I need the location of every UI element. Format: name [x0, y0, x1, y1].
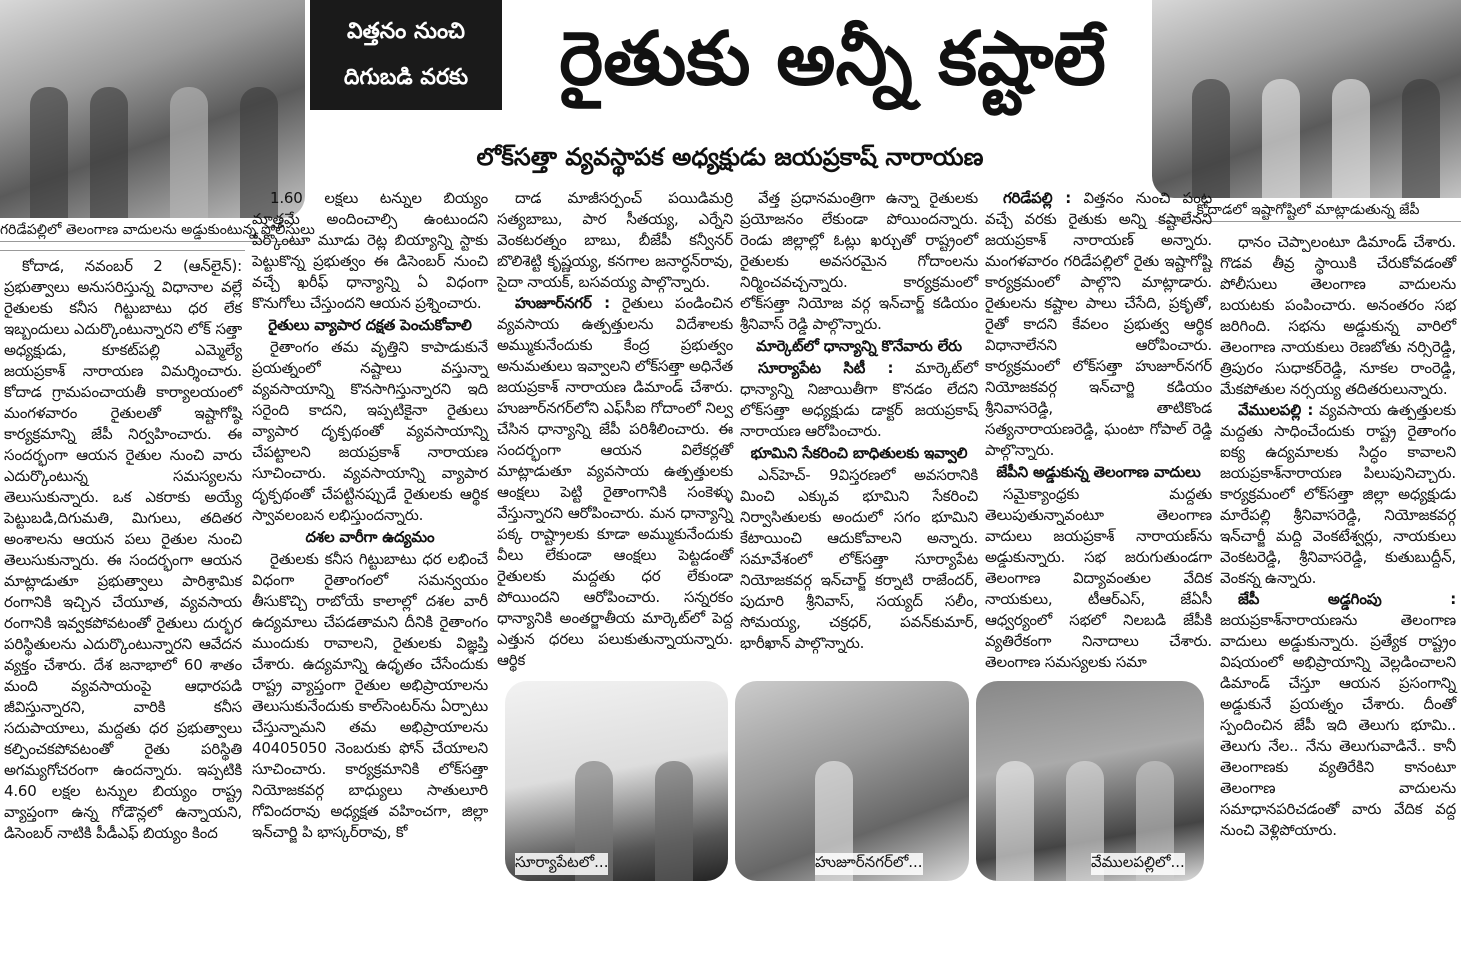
paragraph: వేత్త ప్రధానమంత్రిగా ఉన్నా రైతులకు ప్రయోజనం లేకుండా పోయిందన్నారు. రెండు జిల్లాల్లో ఓట్లు ఖర్చుతో రాష్ట్రంలో రైతులకు అవసరమైన గోదాంలను నిర్మించవచ్చన్నారు. కార్యక్రమంలో లోక్‌సత్తా నియోజ వర్గ ఇన్‌చార్జ్ కడియం శ్రీనివాస్ రెడ్డి పాల్గొన్నారు. — [740, 189, 978, 333]
paragraph-text: వ్యవసాయ ఉత్పత్తులకు మద్దతు సాధించేందుకు రాష్ట్ర రైతాంగం ఐక్య ఉద్యమాలకు సిద్ధం కావాలని జయప్రకాశ్‌నారాయణ పిలుపునిచ్చారు. కార్యక్రమంలో లోక్‌సత్తా జిల్లా అధ్యక్షుడు మారేపల్లి శ్రీనివాసరెడ్డి, నియోజకవర్గ ఇన్‌చార్జీ మద్ది వెంకటేశ్వర్లు, నాయకులు వెంకటరెడ్డి, శ్రీనివాసరెడ్డి, కుతుబుద్దీన్, వెంకన్న ఉన్నారు. — [1220, 401, 1457, 587]
section-heading: రైతులు వ్యాపార దక్షత పెంచుకోవాలి — [268, 316, 472, 334]
bottom-photos — [497, 681, 1212, 881]
paragraph: రైతాంగం తమ వృత్తిని కాపాడుకునే ప్రయత్నంలో నష్టాలు వస్తున్నా వ్యవసాయాన్ని కొనసాగిస్తున్నారని ఇది సరైంది కాదని, ఇప్పటికైనా రైతులు వ్యాపార దృక్పథంతో వ్యవసాయాన్ని చేపట్టాలని జయప్రకాశ్ నారాయణ సూచించారు. వ్యవసాయాన్ని వ్యాపార దృక్పథంతో చేపట్టినప్పుడే రైతులకు ఆర్థిక స్వావలంబన లభిస్తుందన్నారు. — [252, 338, 488, 524]
paragraph: రైతులకు కనీస గిట్టుబాటు ధర లభించే విధంగా రైతాంగంలో సమన్వయం తీసుకొచ్చి రాబోయే కాలాల్లో దశల వారీ ఉద్యమాలు చేపడతామని దీనికి రైతాంగం ముందుకు రావాలని, రైతులకు విజ్ఞప్తి చేశారు. ఉద్యమాన్ని ఉధృతం చేసేందుకు రాష్ట్ర వ్యాప్తంగా రైతుల అభిప్రాయాలను తెలుసుకునేందుకు కాల్‌సెంటర్‌ను ఏర్పాటు చేస్తున్నామని తమ అభిప్రాయాలను 40405050 నెంబరుకు ఫోన్ చేయాలని సూచించారు. కార్యక్రమానికి లోక్‌సత్తా నియోజకవర్గ బాధ్యులు సాతులూరి గోవిందరావు అధ్యక్షత వహించగా, జిల్లా ఇన్‌చార్జి పి భాస్కర్‌రావు, కో — [252, 550, 488, 841]
photo-police-garidepalli — [0, 0, 305, 218]
paragraph — [740, 358, 978, 442]
paragraph — [985, 188, 1212, 461]
paragraph: ఎన్‌హెచ్- 9విస్తరణలో అవసరానికి మించి ఎక్కువ భూమిని సేకరించి నిర్వాసితులకు అందులో సగం భూమిని కేటాయించి ఆదుకోవాలని అన్నారు. సమావేశంలో లోక్‌సత్తా సూర్యాపేట నియోజకవర్గ ఇన్‌చార్జ్ కర్నాటి రాజేందర్, పుదూరి శ్రీనివాస్, సయ్యద్ సలీం, సోమయ్య, చక్రధర్, పవన్‌కుమార్, భారీఖాన్ పాల్గొన్నారు. — [740, 466, 978, 652]
paragraph: 1.60 లక్షలు టన్నుల బియ్యం మాత్రమే అందించాల్సి ఉంటుందని పేర్కొంటూ మూడు రెట్ల బియ్యాన్ని స్టాకు పెట్టుకొన్న ప్రభుత్వం ఈ డిసెంబర్ నుంచి వచ్చే ఖరీఫ్ ధాన్యాన్ని ఏ విధంగా కొనుగోలు చేస్తుందని ఆయన ప్రశ్నించారు. — [252, 189, 488, 312]
photo-vemulapalli — [976, 681, 1204, 881]
paragraph-text: విత్తనం నుంచి పంట వచ్చే వరకు రైతుకు అన్ని కష్టాలేనని జయప్రకాశ్ నారాయణ్ అన్నారు. మంగళవారం గరిడేపల్లిలో రైతు ఇష్టాగోష్టి కార్యక్రమంలో పాల్గొని మాట్లాడారు. రైతులను కష్టాల పాలు చేసేది, ప్రకృతో, రైతో కాదని కేవలం ప్రభుత్వ ఆర్థిక విధానాలేనని ఆరోపించారు. కార్యక్రమంలో లోక్‌సత్తా హుజూర్‌నగర్ నియోజకవర్గ ఇన్‌చార్జి కడియం శ్రీనివాసరెడ్డి, తాటికొండ సత్యనారాయణరెడ్డి, ఘంటా గోపాల్ రెడ్డి పాల్గొన్నారు. — [985, 189, 1212, 459]
photo-caption-right: కోదాడలో ఇష్టాగోష్టిలో మాట్లాడుతున్న జేపీ — [1155, 202, 1461, 222]
paragraph-text: రైతులు పండించిన వ్యవసాయ ఉత్పత్తులను విదేశాలకు అమ్ముకునేందుకు కేంద్ర ప్రభుత్వం అనుమతులు ఇవ్వాలని లోక్‌సత్తా అధినేత జయప్రకాశ్ నారాయణ డిమాండ్ చేశారు. హుజూర్‌నగర్‌లోని ఎఫ్‌సీఐ గోదాంలో నిల్వ చేసిన ధాన్యాన్ని జేపీ పరిశీలించారు. ఈ సందర్భంగా ఆయన విలేకర్లతో మాట్లాడుతూ వ్యవసాయ ఉత్పత్తులకు ఆంక్షలు పెట్టి రైతాంగానికి సంకెళ్ళు వేస్తున్నారని ఆరోపించారు. మన ధాన్యాన్ని పక్క రాష్ట్రాలకు కూడా అమ్ముకునేందుకు వీలు లేకుండా ఆంక్షలు పెట్టడంతో రైతులకు మద్దతు ధర లేకుండా పోయిందని ఆరోపించారు. సన్నరకం ధాన్యానికి అంతర్జాతీయ మార్కెట్‌లో పెద్ద ఎత్తున ధరలు పలుకుతున్నాయన్నారు. ఆర్థిక — [497, 294, 733, 669]
photo-caption-huzurnagar: హుజూర్‌నగర్‌లో... — [815, 853, 923, 875]
dateline: వేములపల్లి : — [1238, 401, 1314, 419]
dateline: సూర్యాపేట సిటీ : — [758, 359, 894, 377]
article-column-6 — [1220, 232, 1456, 841]
photo-suryapet — [505, 681, 728, 881]
photo-jp-kodad — [1152, 0, 1461, 198]
dateline: హుజూర్‌నగర్ : — [515, 294, 610, 312]
paragraph: కోదాడ, నవంబర్ 2 (ఆన్‌లైన్): ప్రభుత్వాలు అనుసరిస్తున్న విధానాల వల్లే రైతులకు కనీస గిట్టుబాటు ధర లేక ఇబ్బందులు ఎదుర్కొంటున్నారని లోక్ సత్తా అధ్యక్షుడు, కూకట్‌పల్లి ఎమ్మెల్యే జయప్రకాశ్ నారాయణ విమర్శించారు. కోదాడ గ్రామపంచాయతీ కార్యాలయంలో మంగళవారం రైతులతో ఇష్టాగోష్ఠి కార్యక్రమాన్ని జేపీ నిర్వహించారు. ఈ సందర్భంగా ఆయన రైతుల నుంచి వారు ఎదుర్కొంటున్న సమస్యలను తెలుసుకున్నారు. ఒక ఎకరాకు అయ్యే పెట్టుబడి,దిగుమతి, మిగులు, తదితర అంశాలను ఆయన పలు రైతుల నుంచి తెలుసుకున్నారు. ఈ సందర్భంగా ఆయన మాట్లాడుతూ ప్రభుత్వాలు పారిశ్రామిక రంగానికి ఇచ్చిన చేయూత, వ్యవసాయ రంగానికి ఇవ్వకపోవటంతో రైతులు దుర్భర పరిస్థితులను ఎదుర్కొంటున్నారని ఆవేదన వ్యక్తం చేశారు. దేశ జనాభాలో 60 శాతం మంది వ్యవసాయంపై ఆధారపడి జీవిస్తున్నారని, వారికి కనీస సదుపాయాలు, మద్దతు ధర ప్రభుత్వాలు కల్పించకపోవటంతో రైతు పరిస్థితి అగమ్యగోచరంగా ఉందన్నారు. ఇప్పటికి 4.60 లక్షల టన్నుల బియ్యం రాష్ట్ర వ్యాప్తంగా ఉన్న గోడౌన్లలో ఉన్నాయని, డిసెంబర్ నాటికి పీడీఎఫ్ బియ్యం కింద — [4, 257, 242, 842]
paragraph — [497, 293, 733, 671]
kicker-line-2: దిగుబడి వరకు — [343, 65, 469, 90]
paragraph-text: జయప్రకాశ్‌నారాయణను తెలంగాణ వాదులు అడ్డుకున్నారు. ప్రత్యేక రాష్ట్రం విషయంలో అభిప్రాయాన్ని వెల్లడించాలని డిమాండ్ చేస్తూ ఆయన ప్రసంగాన్ని అడ్డుకునే ప్రయత్నం చేశారు. దీంతో స్పందించిన జేపీ ఇది తెలుగు భూమి.. తెలుగు నేల.. నేను తెలుగువాడినే.. కానీ తెలంగాణకు వ్యతిరేకిని కానంటూ తెలంగాణ వాదులను సమాధానపరిచడంతో వారు వేదిక వద్ద నుంచి వెళ్లిపోయారు. — [1220, 611, 1456, 839]
kicker-box — [310, 0, 502, 110]
dateline: జేపీ అడ్డగింపు : — [1238, 590, 1456, 608]
dateline: గరిడేపల్లి : — [1003, 189, 1072, 207]
article-column-3 — [497, 188, 733, 671]
paragraph — [1220, 589, 1456, 841]
paragraph — [1220, 400, 1456, 589]
section-heading: భూమిని సేకరించి బాధితులకు ఇవ్వాలి — [750, 444, 968, 462]
article-column-4 — [740, 188, 978, 654]
paragraph: దాడ మాజీసర్పంచ్ పయిడిమర్రి సత్యబాబు, పార సీతయ్య, ఎర్నేని వెంకటరత్నం బాబు, బీజేపీ కన్వీనర్ బొలిశెట్టి కృష్ణయ్య, కనగాల జనార్ధన్‌రావు, సైదా నాయక్, బసవయ్య పాల్గొన్నారు. — [497, 189, 733, 291]
photo-caption-vemulapalli: వేములపల్లిలో... — [1091, 853, 1185, 875]
paragraph-text: మార్కెట్‌లో ధాన్యాన్ని నిజాయితీగా కొనడం లేదని లోక్‌సత్తా అధ్యక్షుడు డాక్టర్ జయప్రకాష్ నారాయణ ఆరోపించారు. — [740, 359, 978, 440]
kicker-line-1: విత్తనం నుంచి — [346, 19, 466, 44]
article-column-5 — [985, 188, 1212, 673]
subheadline: లోక్‌సత్తా వ్యవస్థాపక అధ్యక్షుడు జయప్రకాష్ నారాయణ — [476, 143, 984, 171]
photo-caption-suryapet: సూర్యాపేటలో... — [515, 853, 608, 875]
middle-section — [497, 188, 1212, 881]
paragraph: సమైక్యాంధ్రకు మద్దతు తెలుపుతున్నావంటూ తెలంగాణ వాదులు జయప్రకాశ్ నారాయణ్‌ను అడ్డుకున్నారు. సభ జరుగుతుండగా తెలంగాణ విద్యావంతుల వేదిక నాయకులు, టీఆర్‌ఎస్, జేఏసీ ఆధ్వర్యంలో సభలో నిలబడి జేపీకి వ్యతిరేకంగా నినాదాలు చేశారు. తెలంగాణ సమస్యలకు సమా — [985, 485, 1212, 671]
section-heading: దశల వారీగా ఉద్యమం — [305, 528, 435, 546]
section-heading: మార్కెట్‌లో ధాన్యాన్ని కొనేవారు లేరు — [756, 337, 962, 355]
section-heading: జేపీని అడ్డుకున్న తెలంగాణ వాదులు — [996, 463, 1201, 481]
headline: రైతుకు అన్నీ కష్టాలే — [559, 16, 1106, 102]
article-column-1 — [4, 256, 242, 844]
paragraph: ధానం చెప్పాలంటూ డిమాండ్ చేశారు. గొడవ తీవ్ర స్థాయికి చేరుకోవడంతో పోలీసులు తెలంగాణ వాదులను బయటకు పంపించారు. అనంతరం సభ జరిగింది. సభను అడ్డుకున్న వారిలో తెలంగాణ నాయకులు రెణబోతు నర్సిరెడ్డి, త్రిపురం సుధాకర్‌రెడ్డి, నూకల రాంరెడ్డి, మేకపోతుల నర్సయ్య తదితరులున్నారు. — [1220, 233, 1456, 398]
photo-caption-left: గరిడేపల్లిలో తెలంగాణ వాదులను అడ్డుకుంటున్న పోలీసులు — [0, 222, 305, 242]
article-column-2 — [252, 188, 488, 843]
photo-huzurnagar — [735, 681, 969, 881]
